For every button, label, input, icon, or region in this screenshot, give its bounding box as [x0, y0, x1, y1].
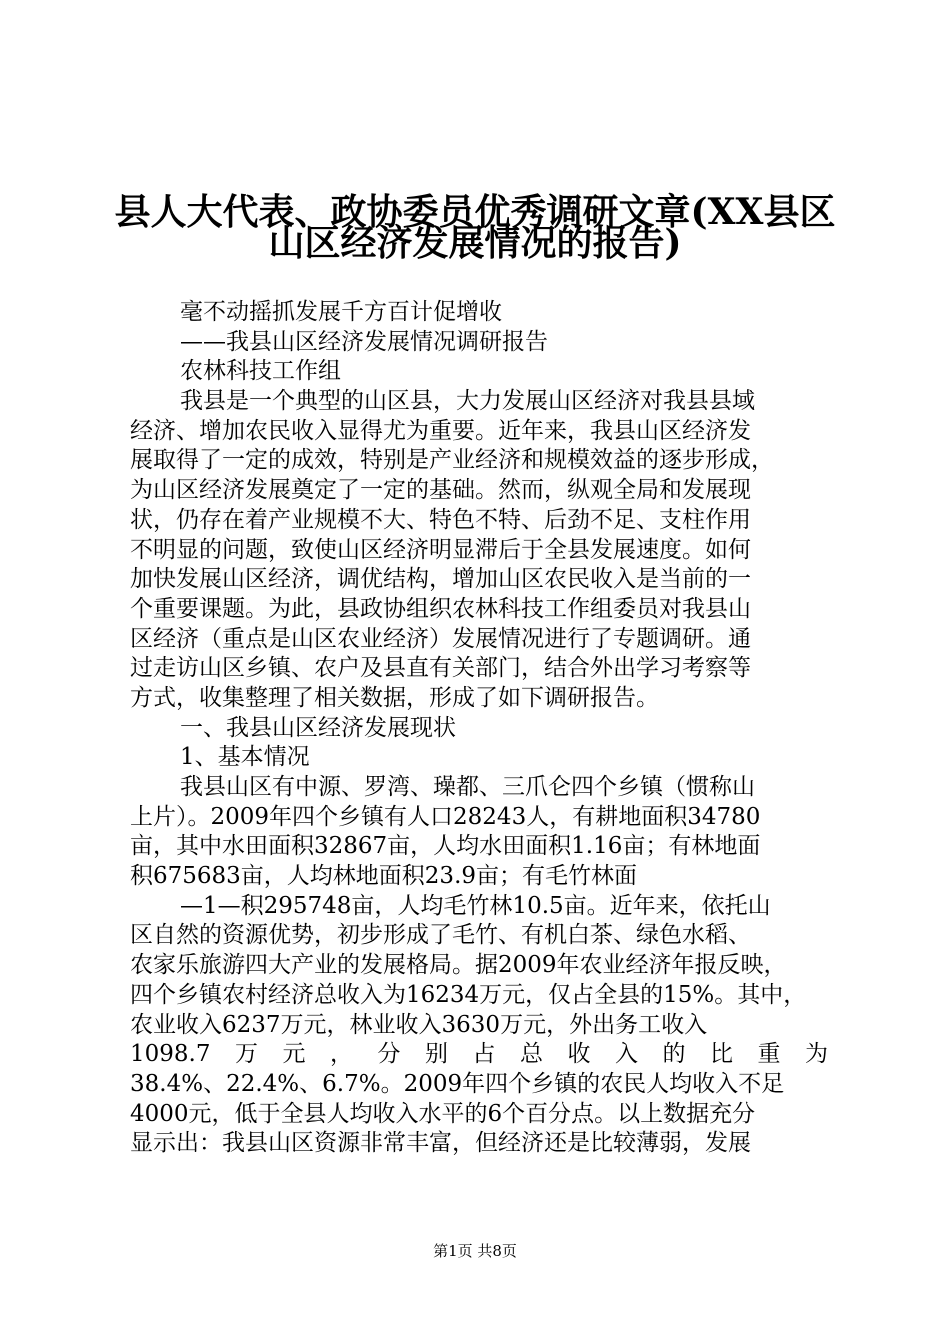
justified-word: ， — [329, 1041, 353, 1068]
document-title-line-2: 山区经济发展情况的报告) — [268, 222, 682, 264]
subtitle-secondary: ——我县山区经济发展情况调研报告 — [180, 328, 548, 355]
subsection-heading: 1、基本情况 — [180, 744, 310, 771]
paragraph-line: 区经济（重点是山区农业经济）发展情况进行了专题调研。通 — [130, 625, 751, 652]
subtitle: 毫不动摇抓发展千方百计促增收 — [180, 299, 502, 325]
justified-word: 万 — [234, 1041, 258, 1068]
paragraph-line: 积675683亩，人均林地面积23.9亩；有毛竹林面 — [130, 863, 638, 890]
document-title-line-1: 县人大代表、政协委员优秀调研文章(XX县区 — [114, 191, 836, 233]
paragraph-line: 展取得了一定的成效，特别是产业经济和规模效益的逐步形成， — [130, 447, 774, 474]
justified-word: 比 — [709, 1041, 733, 1068]
justified-word: 收 — [567, 1041, 591, 1068]
section-heading: 一、我县山区经济发展现状 — [180, 714, 456, 741]
paragraph-line: 显示出：我县山区资源非常丰富，但经济还是比较薄弱，发展 — [130, 1130, 751, 1157]
justified-word: 总 — [519, 1041, 543, 1068]
paragraph-line: 为山区经济发展奠定了一定的基础。然而，纵观全局和发展现 — [130, 477, 751, 504]
paragraph-line: 区自然的资源优势，初步形成了毛竹、有机白茶、绿色水稻、 — [130, 922, 751, 949]
paragraph-line: 农业收入6237万元，林业收入3630万元，外出务工收入 — [130, 1011, 708, 1038]
document-body — [130, 298, 828, 1159]
justified-word: 1098.7 — [130, 1041, 211, 1068]
paragraph-line: —1—积295748亩，人均毛竹林10.5亩。近年来，依托山 — [180, 892, 771, 919]
justified-word: 分 — [377, 1041, 401, 1068]
paragraph-line: 4000元，低于全县人均收入水平的6个百分点。以上数据充分 — [130, 1100, 756, 1127]
justified-word: 别 — [424, 1041, 448, 1068]
justified-word: 为 — [804, 1041, 828, 1068]
paragraph-line: 38.4%、22.4%、6.7%。2009年四个乡镇的农民人均收入不足 — [130, 1070, 785, 1097]
paragraph-line: 个重要课题。为此，县政协组织农林科技工作组委员对我县山 — [130, 595, 751, 622]
paragraph-line: 我县是一个典型的山区县，大力发展山区经济对我县县域 — [180, 388, 755, 415]
justified-word: 的 — [662, 1041, 686, 1068]
justified-word: 元 — [282, 1041, 306, 1068]
paragraph-line: 不明显的问题，致使山区经济明显滞后于全县发展速度。如何 — [130, 536, 751, 563]
paragraph-line: 状，仍存在着产业规模不大、特色不特、后劲不足、支柱作用 — [130, 506, 751, 533]
paragraph-line: 四个乡镇农村经济总收入为16234万元，仅占全县的15%。其中， — [130, 981, 807, 1008]
paragraph-line-justified — [130, 1040, 828, 1070]
paragraph-line: 经济、增加农民收入显得尤为重要。近年来，我县山区经济发 — [130, 417, 751, 444]
paragraph-line: 方式，收集整理了相关数据，形成了如下调研报告。 — [130, 684, 659, 711]
paragraph-line: 加快发展山区经济，调优结构，增加山区农民收入是当前的一 — [130, 566, 751, 593]
justified-word: 占 — [472, 1041, 496, 1068]
paragraph-line: 过走访山区乡镇、农户及县直有关部门，结合外出学习考察等 — [130, 655, 751, 682]
author-group: 农林科技工作组 — [180, 358, 341, 385]
justified-word: 入 — [614, 1041, 638, 1068]
justified-word: 重 — [757, 1041, 781, 1068]
paragraph-line: 我县山区有中源、罗湾、璪都、三爪仑四个乡镇（惯称山 — [180, 774, 755, 800]
page-footer: 第1页 共8页 — [433, 1242, 517, 1260]
paragraph-line: 农家乐旅游四大产业的发展格局。据2009年农业经济年报反映， — [130, 952, 787, 979]
paragraph-line: 上片）。2009年四个乡镇有人口28243人，有耕地面积34780 — [130, 803, 761, 830]
paragraph-line: 亩，其中水田面积32867亩，人均水田面积1.16亩；有林地面 — [130, 833, 761, 860]
